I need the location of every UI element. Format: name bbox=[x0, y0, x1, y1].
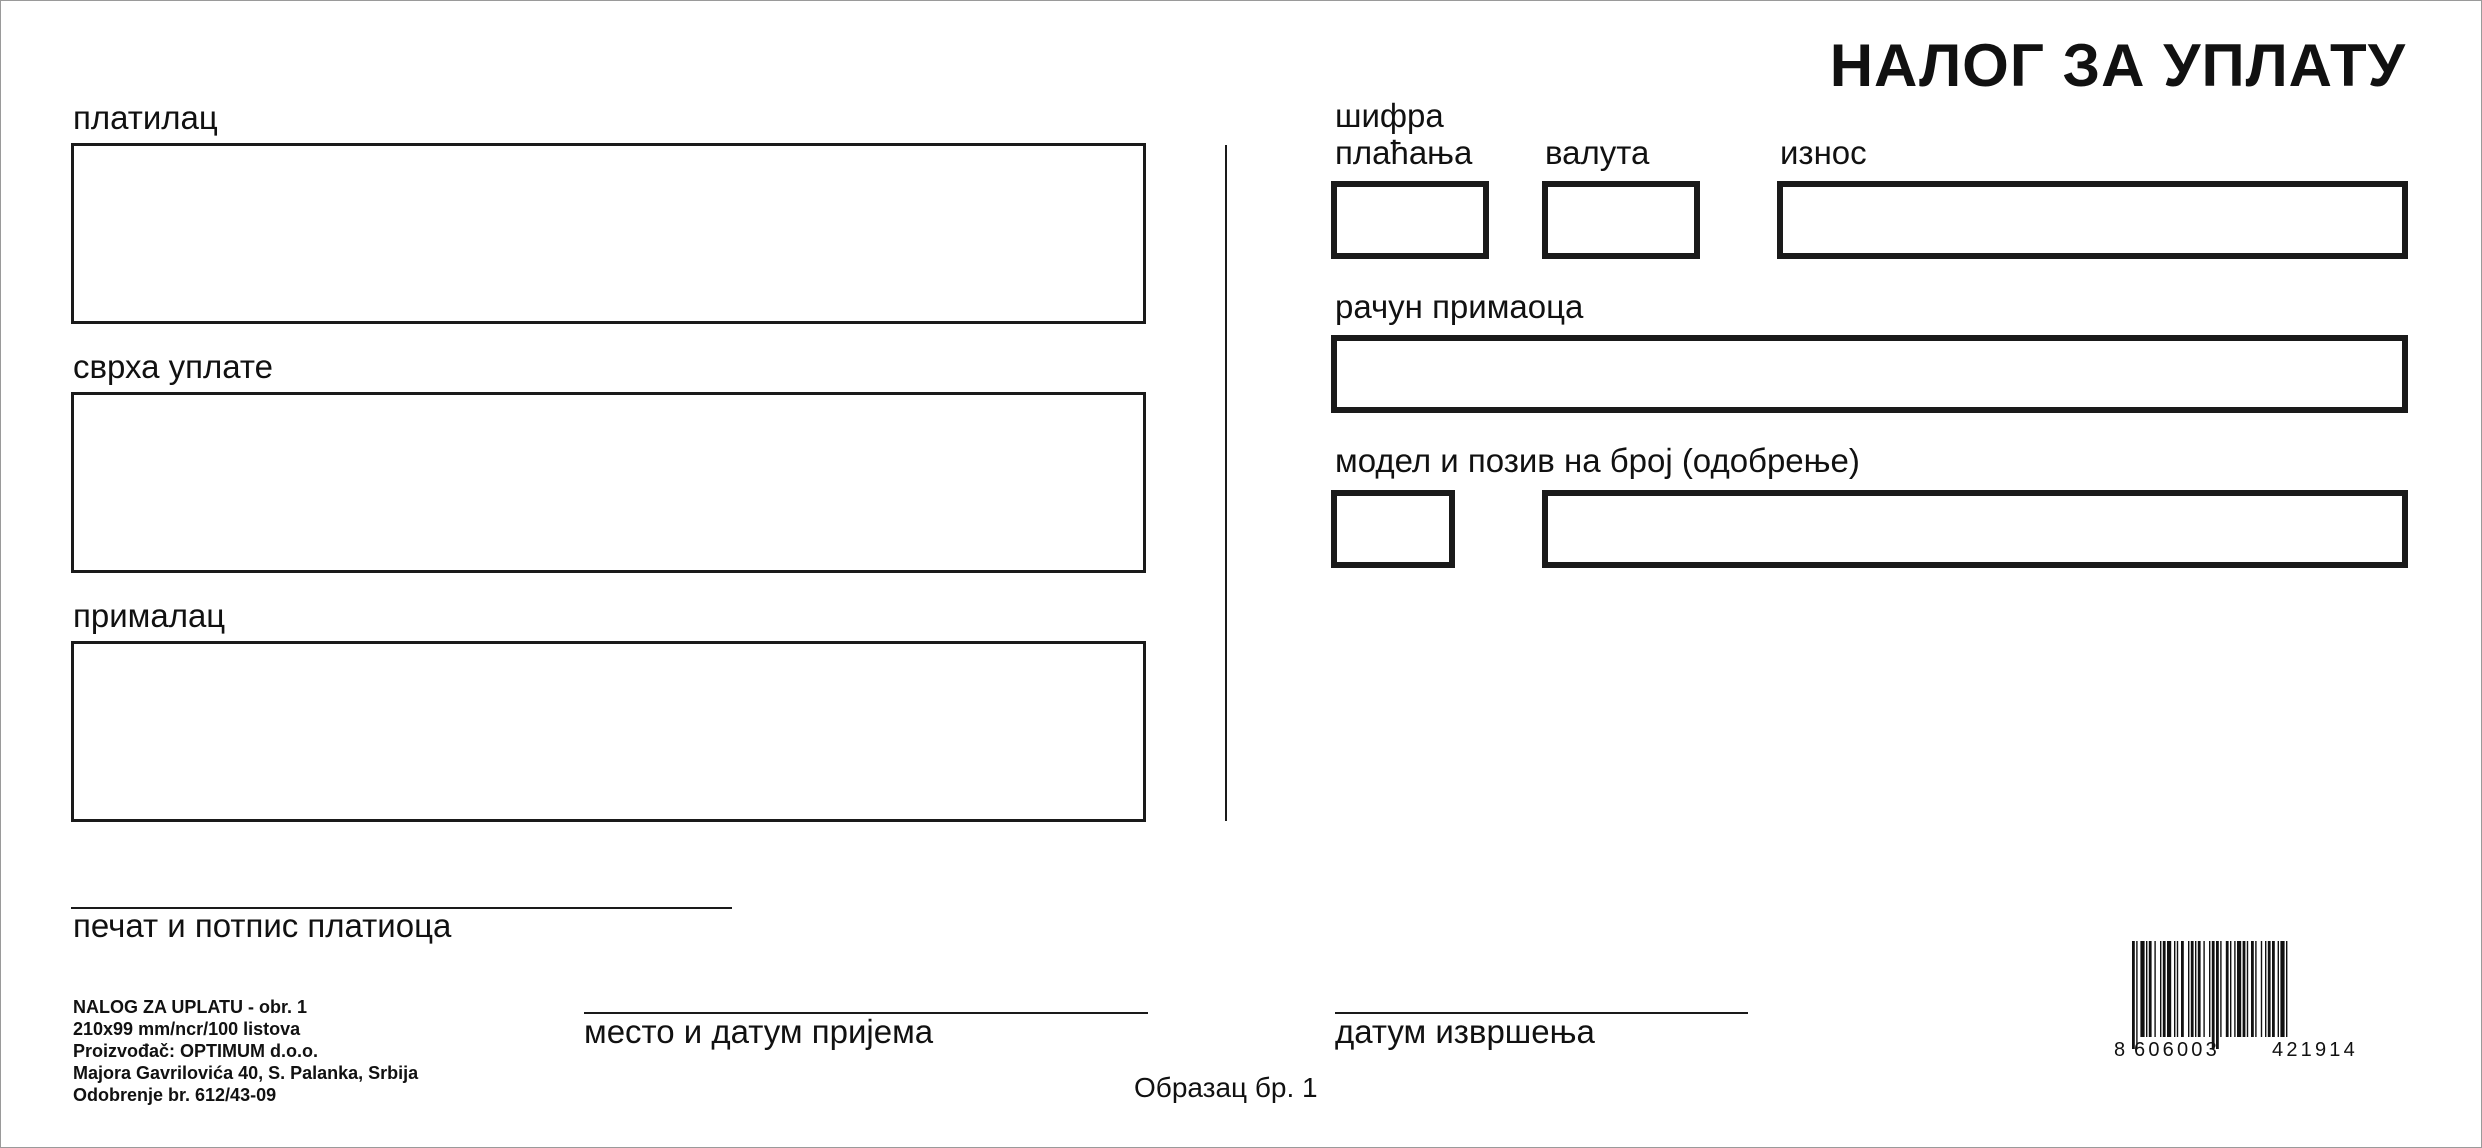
barcode-bar bbox=[2203, 941, 2204, 1037]
form-title: НАЛОГ ЗА УПЛАТУ bbox=[1829, 32, 2406, 99]
barcode-bar bbox=[2191, 941, 2194, 1037]
recipient-account-label: рачун примаоца bbox=[1335, 288, 1584, 325]
barcode-right-digits: 421914 bbox=[2272, 1039, 2358, 1061]
currency-label: валута bbox=[1545, 134, 1650, 171]
barcode-bar bbox=[2251, 941, 2254, 1037]
barcode-bar bbox=[2181, 941, 2184, 1037]
barcode-bar bbox=[2255, 941, 2256, 1037]
barcode-bar bbox=[2209, 941, 2210, 1037]
barcode-bar bbox=[2198, 941, 2201, 1037]
printer-info-line: 210x99 mm/ncr/100 listova bbox=[73, 1019, 301, 1039]
barcode-bar bbox=[2149, 941, 2152, 1037]
currency-field[interactable] bbox=[1542, 181, 1700, 259]
barcode-bar bbox=[2286, 941, 2287, 1037]
barcode-bar bbox=[2195, 941, 2196, 1037]
column-divider bbox=[1225, 145, 1227, 821]
barcode-bar bbox=[2132, 941, 2135, 1049]
barcode-bar bbox=[2220, 941, 2221, 1037]
payment-code-field[interactable] bbox=[1331, 181, 1489, 259]
barcode-bar bbox=[2154, 941, 2155, 1037]
barcode-bar bbox=[2188, 941, 2189, 1037]
barcode-bar bbox=[2280, 941, 2284, 1037]
place-date-received-label: место и датум пријема bbox=[584, 1013, 934, 1050]
form-number: Образац бр. 1 bbox=[1134, 1072, 1318, 1103]
model-field[interactable] bbox=[1331, 490, 1455, 568]
reference-number-field[interactable] bbox=[1542, 490, 2408, 568]
barcode-bar bbox=[2216, 941, 2219, 1049]
amount-field[interactable] bbox=[1777, 181, 2408, 259]
recipient-account-field[interactable] bbox=[1331, 335, 2408, 413]
barcode-bar bbox=[2265, 941, 2266, 1037]
barcode-bar bbox=[2230, 941, 2231, 1037]
barcode-bar bbox=[2234, 941, 2235, 1037]
barcode-bar bbox=[2140, 941, 2144, 1037]
barcode-bar bbox=[2177, 941, 2178, 1037]
payer-label: платилац bbox=[73, 99, 218, 136]
barcode-bar bbox=[2146, 941, 2147, 1037]
execution-date-label: датум извршења bbox=[1335, 1013, 1595, 1050]
payer-field[interactable] bbox=[71, 143, 1146, 324]
barcode-bar bbox=[2243, 941, 2246, 1037]
barcode-bar bbox=[2136, 941, 2137, 1049]
recipient-field[interactable] bbox=[71, 641, 1146, 822]
printer-info-line: Majora Gavrilovića 40, S. Palanka, Srbija bbox=[73, 1063, 419, 1083]
printer-info-line: Odobrenje br. 612/43-09 bbox=[73, 1085, 277, 1105]
barcode-bar bbox=[2226, 941, 2229, 1037]
barcode-bar bbox=[2163, 941, 2166, 1037]
barcode-bar bbox=[2261, 941, 2262, 1037]
barcode-bar bbox=[2212, 941, 2215, 1049]
barcode-bar bbox=[2167, 941, 2171, 1037]
printer-info-line: NALOG ZA UPLATU - obr. 1 bbox=[73, 997, 307, 1017]
barcode-bar bbox=[2160, 941, 2161, 1037]
barcode-bar bbox=[2278, 941, 2279, 1037]
barcode-bars bbox=[2132, 941, 2287, 1049]
amount-label: износ bbox=[1780, 134, 1867, 171]
payment-code-label-line2: плаћања bbox=[1335, 134, 1473, 171]
barcode-bar bbox=[2237, 941, 2241, 1037]
barcode bbox=[2114, 941, 2409, 1061]
barcode-bar bbox=[2247, 941, 2248, 1037]
printer-info bbox=[73, 996, 418, 1106]
purpose-label: сврха уплате bbox=[73, 348, 274, 385]
barcode-first-digit: 8 bbox=[2114, 1039, 2126, 1061]
recipient-label: прималац bbox=[73, 597, 226, 634]
model-reference-label: модел и позив на број (одобрење) bbox=[1335, 442, 1860, 479]
purpose-field[interactable] bbox=[71, 392, 1146, 573]
payment-code-label-line1: шифра bbox=[1335, 97, 1444, 134]
payer-signature-label: печат и потпис платиоца bbox=[73, 907, 452, 944]
barcode-left-digits: 606003 bbox=[2134, 1039, 2220, 1061]
barcode-bar bbox=[2268, 941, 2271, 1037]
barcode-bar bbox=[2174, 941, 2175, 1037]
barcode-bar bbox=[2272, 941, 2275, 1037]
printer-info-line: Proizvođač: OPTIMUM d.o.o. bbox=[73, 1041, 319, 1061]
